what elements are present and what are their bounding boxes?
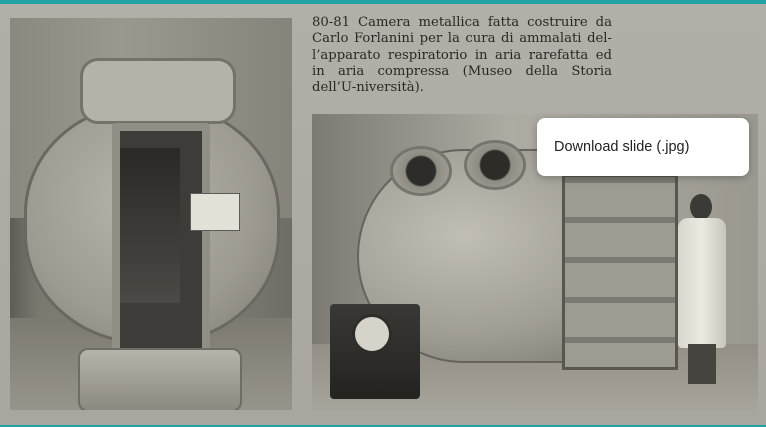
chamber-hatch: [80, 58, 236, 124]
download-slide-button[interactable]: Download slide (.jpg): [554, 139, 690, 155]
person-head: [690, 194, 712, 220]
context-menu: [537, 118, 749, 176]
person-in-lab-coat: [672, 194, 730, 384]
porthole: [464, 140, 526, 190]
scanned-page: [0, 4, 766, 425]
tank-end-plate: [562, 174, 678, 370]
person-legs: [688, 344, 716, 384]
porthole: [390, 146, 452, 196]
person-coat: [678, 218, 726, 348]
pressure-gauge: [352, 314, 392, 354]
museum-tag: [190, 193, 240, 231]
figure-caption: 80-81 Camera metallica fatta costruire da Carlo Forlanini per la cura di ammalati del-l’apparato respiratorio in aria rarefatta ed in aria compressa (Museo della Storia dell’U-niversità).: [312, 15, 612, 96]
slide-viewer: [0, 4, 766, 425]
chamber-door-opening: [120, 148, 180, 303]
photo-chamber-front: [10, 18, 292, 410]
chamber-base: [78, 348, 242, 410]
